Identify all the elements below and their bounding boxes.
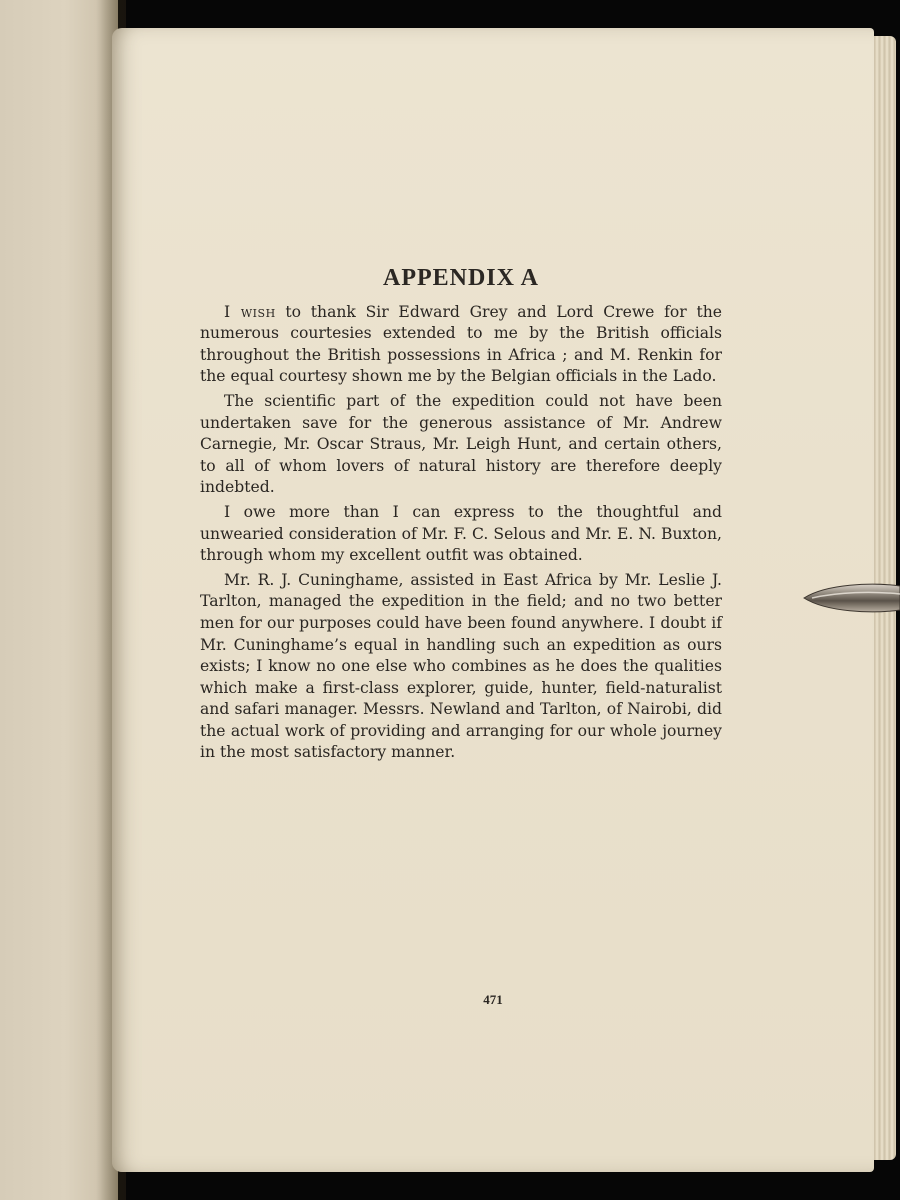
paragraph-1 [200,302,722,388]
paragraph-1-lead: I wish [224,302,276,321]
page-number: 471 [483,992,503,1007]
paragraph-2: The scientific part of the expedition could not have been undertaken save for the generous assistance of Mr. Andrew Carnegie, Mr. Oscar Straus, Mr. Leigh Hunt, and certain others, to all of whom lovers of natural history are therefore deeply indebted. [200,391,722,497]
right-page [112,28,874,1172]
page-heading: APPENDIX A [382,265,539,291]
paragraph-4: Mr. R. J. Cuninghame, assisted in East Africa by Mr. Leslie J. Tarlton, managed the expedition in the field; and no two better men for our purposes could have been found anywhere. I doubt if Mr. Cuninghame’s equal in handling such an expedition as ours exists; I know no one else who combines as he does the qualities which make a first-class explorer, guide, hunter, field-naturalist and safari manager. Messrs. Newland and Tarlton, of Nairobi, did the actual work of providing and arranging for our whole journey in the most satisfactory manner. [200,570,722,762]
text-block [200,265,722,767]
paragraph-3: I owe more than I can express to the thoughtful and unwearied consideration of Mr. F. C. Selous and Mr. E. N. Buxton, through whom my excellent outfit was obtained. [200,502,722,565]
metal-bookmark-clip-icon [802,578,900,618]
paragraph-1-text: to thank Sir Edward Grey and Lord Crewe for the numerous courtesies extended to me by the British officials throughout the British possessions in Africa ; and M. Renkin for the equal courtesy shown me by the Belgian officials in the Lado. [200,302,722,386]
